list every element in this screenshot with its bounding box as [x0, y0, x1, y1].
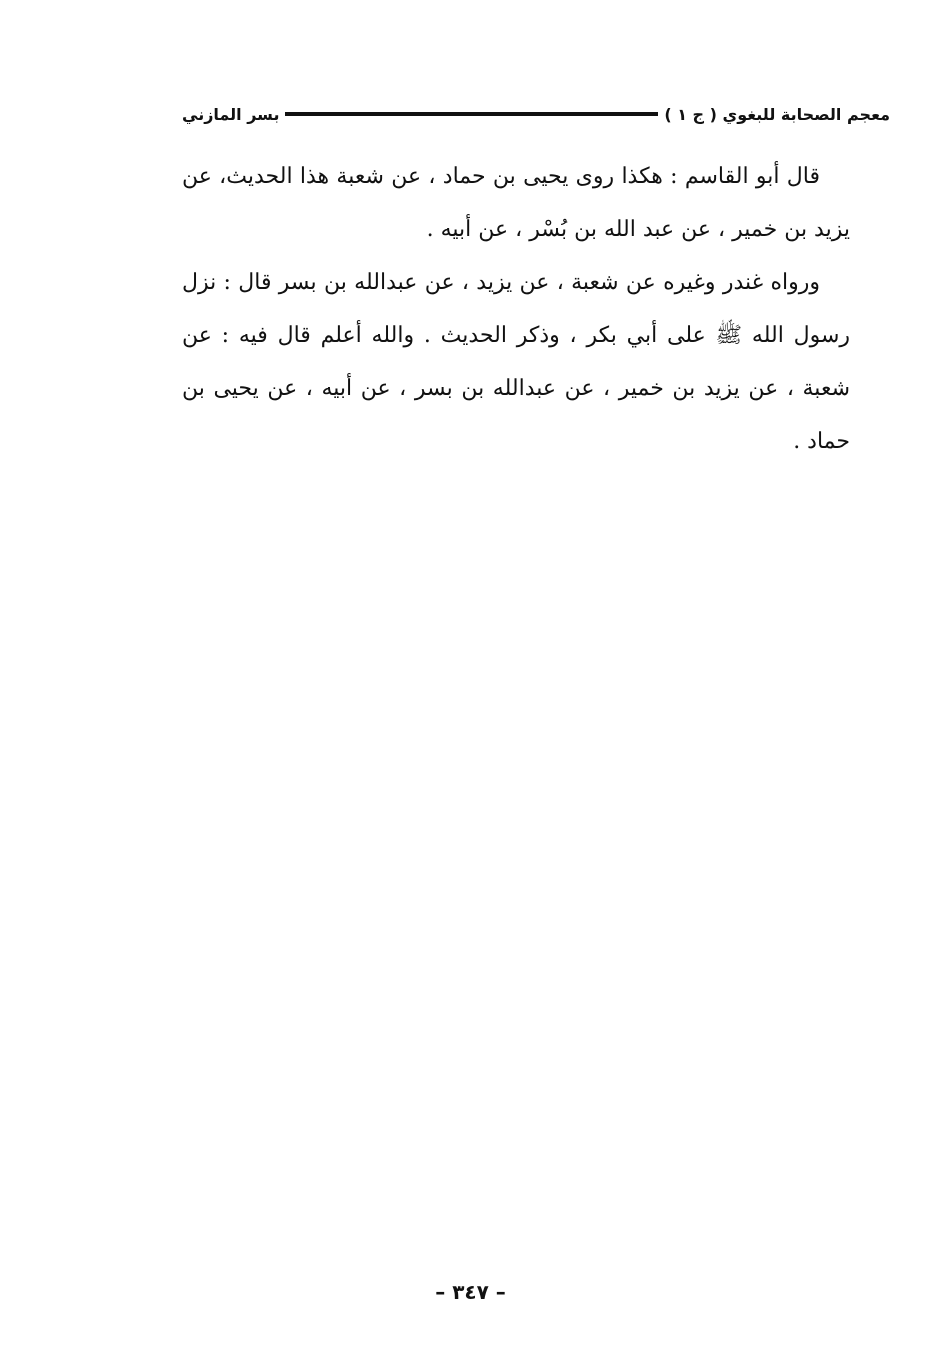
- header-rule: [285, 112, 658, 116]
- page-number: – ٣٤٧ –: [435, 1280, 506, 1304]
- header-entry-name: بسر المازني: [182, 104, 280, 124]
- paragraph-2: ورواه غندر وغيره عن شعبة ، عن يزيد ، عن عبدالله بن بسر قال : نزل رسول الله ﷺ على أبي بكر ، وذكر الحديث . والله أعلم قال فيه : عن شعبة ، عن يزيد بن خمير ، عن عبدالله بن بسر ، عن أبيه ، عن يحيى بن حماد .: [182, 270, 850, 454]
- body-text: [182, 150, 850, 468]
- running-header: [182, 100, 890, 128]
- paragraph-1: قال أبو القاسم : هكذا روى يحيى بن حماد ، عن شعبة هذا الحديث، عن يزيد بن خمير ، عن عبد الله بن بُسْر ، عن أبيه .: [182, 164, 850, 242]
- header-book-title: معجم الصحابة للبغوي ( ج ١ ): [664, 104, 890, 124]
